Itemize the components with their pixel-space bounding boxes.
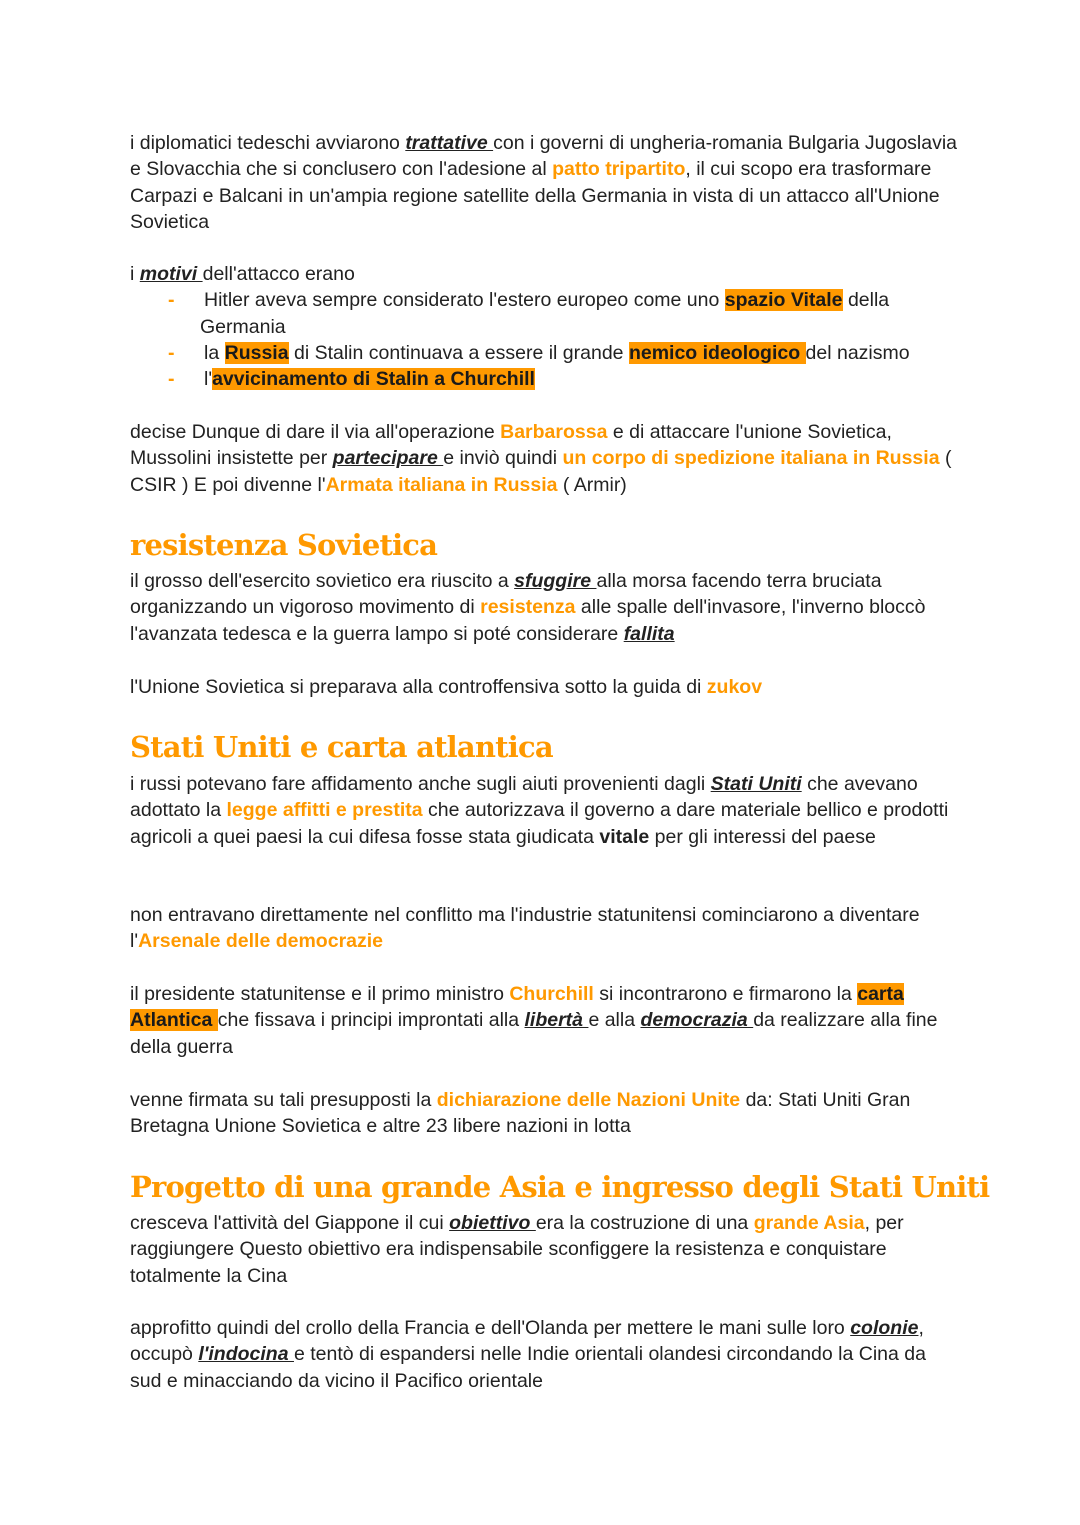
text-run: ( Armir) [557,473,627,496]
text-run: con i governi di ungheria-romania Bulgaria Jugoslavia e Slovacchia che si conclusero con l'adesione al [130,132,958,181]
keyword-barbarossa: Barbarossa [500,421,608,443]
text-run: e alla [588,1009,641,1032]
text-run: , occupò [130,1317,924,1366]
text-run: del nazismo [805,341,910,364]
dash-bullet: - [168,341,175,364]
text-run: cresceva l'attività del Giappone il cui [130,1212,450,1234]
motivi-section [130,261,960,392]
text-run: della Germania [200,289,890,338]
list-item [130,340,960,366]
text-run: dell'attacco erano [202,263,355,285]
paragraph-giappone [130,1210,960,1289]
paragraph-arsenale [130,902,960,955]
highlight-carta-atlantica: carta Atlantica [130,983,904,1032]
heading-resistenza-sovietica: resistenza Sovietica [130,528,438,562]
dash-bullet: - [168,368,175,391]
text-run: alle spalle dell'invasore, l'inverno bloccò l'avanzata tedesca e la guerra lampo si poté considerare [130,596,926,645]
text-run: la [204,341,225,364]
keyword-fallita: fallita [623,622,675,645]
text-run: da: Stati Uniti Gran Bretagna Unione Sovietica e altre 23 libere nazioni in lotta [130,1089,911,1138]
keyword-patto-tripartito: patto tripartito [552,158,686,181]
paragraph-trattative [130,130,960,235]
keyword-stati-uniti: Stati Uniti [710,773,802,795]
paragraph-zukov [130,674,960,700]
text-run: non entravano direttamente nel conflitto ma l'industrie statunitensi cominciarono a diventare l' [130,904,920,953]
heading-grande-asia: Progetto di una grande Asia e ingresso degli Stati Uniti [130,1170,990,1204]
keyword-colonie: colonie [850,1317,919,1339]
paragraph-carta-atlantica [130,981,960,1060]
text-run: venne firmata su tali presupposti la [130,1089,437,1111]
text-run: che autorizzava il governo a dare materiale bellico e prodotti agricoli a quei paesi la cui difesa fosse stata giudicata [130,799,949,848]
text-run: era la costruzione di una [535,1212,754,1234]
text-run: da realizzare alla fine della guerra [130,1009,938,1058]
keyword-indocina: l'indocina [198,1343,294,1366]
keyword-obiettivo: obiettivo [449,1212,536,1234]
motivi-list [130,287,960,392]
keyword-vitale: vitale [599,825,650,848]
keyword-zukov: zukov [706,676,763,698]
highlight-russia: Russia [224,341,289,364]
text-run: l' [204,368,213,391]
keyword-grande-asia: grande Asia [753,1212,865,1234]
keyword-resistenza: resistenza [480,596,576,619]
paragraph-nazioni-unite [130,1087,960,1140]
text-run: approfitto quindi del crollo della Francia e dell'Olanda per mettere le mani sulle loro [130,1317,851,1339]
text-run: il presidente statunitense e il primo ministro [130,983,510,1005]
keyword-liberta: libertà [524,1009,589,1032]
keyword-motivi: motivi [139,263,203,285]
list-item [130,287,960,340]
text-run: e inviò quindi [443,447,563,470]
text-run: l'Unione Sovietica si preparava alla controffensiva sotto la guida di [130,676,707,698]
highlight-avvicinamento: avvicinamento di Stalin a Churchill [212,368,535,391]
paragraph-stati-uniti [130,771,960,850]
keyword-sfuggire: sfuggire [514,570,597,592]
text-run: di Stalin continuava a essere il grande [288,341,629,364]
text-run: ( CSIR ) E poi divenne l' [130,447,952,496]
keyword-csir: un corpo di spedizione italiana in Russia [562,447,940,470]
highlight-nemico-ideologico: nemico ideologico [628,341,806,364]
keyword-legge-affitti: legge affitti e prestita [226,799,423,822]
dash-bullet: - [168,289,175,312]
keyword-dichiarazione-nazioni-unite: dichiarazione delle Nazioni Unite [436,1089,741,1111]
keyword-trattative: trattative [405,132,494,154]
motivi-intro [130,261,960,287]
text-run: alla morsa facendo terra bruciata organizzando un vigoroso movimento di [130,570,882,619]
keyword-democrazia: democrazia [640,1009,754,1032]
list-item [130,366,960,392]
text-run: i diplomatici tedeschi avviarono [130,132,406,154]
text-run: e tentò di espandersi nelle Indie orientali olandesi circondando la Cina da sud e minacciando da vicino il Pacifico orientale [130,1343,926,1392]
text-run: e di attaccare l'unione Sovietica, Mussolini insistette per [130,421,892,470]
highlight-spazio-vitale: spazio Vitale [724,289,843,312]
keyword-arsenale: Arsenale delle democrazie [138,930,384,953]
text-run: si incontrarono e firmarono la [593,983,858,1005]
text-run: Hitler aveva sempre considerato l'estero europeo come uno [204,289,725,312]
heading-stati-uniti-carta-atlantica: Stati Uniti e carta atlantica [130,730,553,764]
paragraph-barbarossa [130,419,960,498]
text-run: , il cui scopo era trasformare Carpazi e Balcani in un'ampia regione satellite della Germania in vista di un attacco all'Unione Sovietica [130,158,940,233]
keyword-churchill: Churchill [509,983,594,1005]
keyword-armir: Armata italiana in Russia [325,473,558,496]
text-run: che avevano adottato la [130,773,918,822]
text-run: decise Dunque di dare il via all'operazione [130,421,501,443]
text-run: per gli interessi del paese [649,825,876,848]
text-run: i russi potevano fare affidamento anche sugli aiuti provenienti dagli [130,773,711,795]
text-run: , per raggiungere Questo obiettivo era indispensabile sconfiggere la resistenza e conquistare totalmente la Cina [130,1212,904,1287]
paragraph-colonie [130,1315,960,1394]
text-run: che fissava i principi improntati alla [217,1009,525,1032]
text-run: il grosso dell'esercito sovietico era riuscito a [130,570,515,592]
paragraph-resistenza [130,568,960,647]
keyword-partecipare: partecipare [332,447,444,470]
text-run: i [130,263,140,285]
